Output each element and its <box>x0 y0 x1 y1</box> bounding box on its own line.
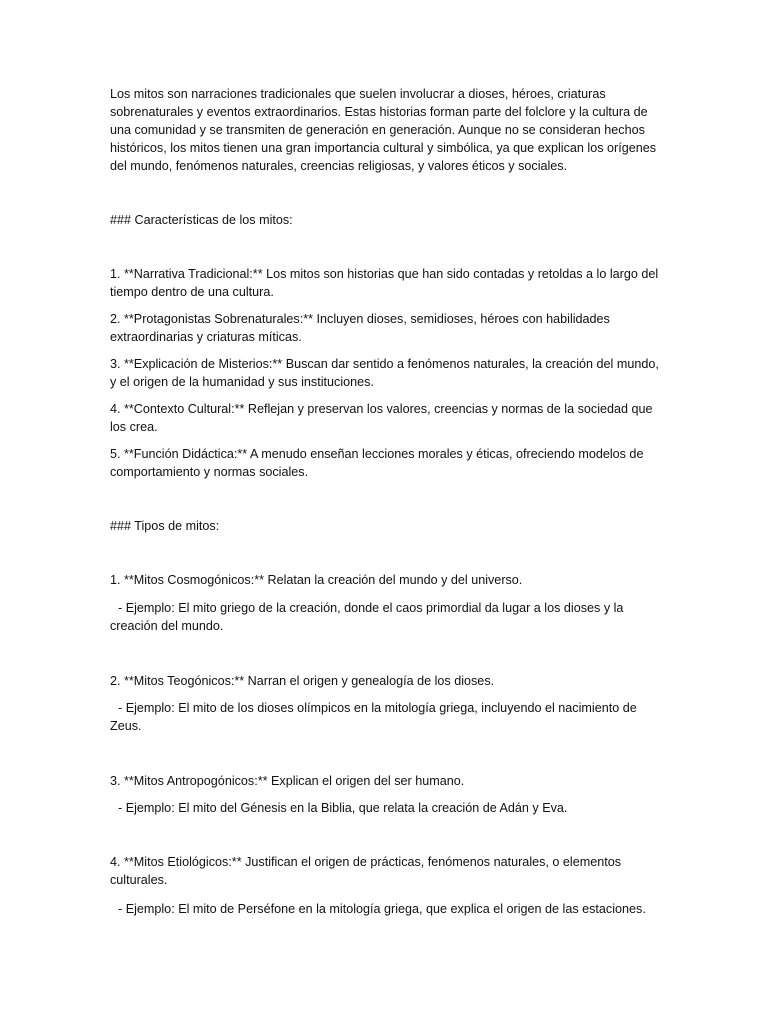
type-example <box>110 599 662 635</box>
type-example <box>110 900 662 918</box>
type-title: 4. **Mitos Etiológicos:** Justifican el origen de prácticas, fenómenos naturales, o elementos culturales. <box>110 855 622 887</box>
intro-paragraph: Los mitos son narraciones tradicionales que suelen involucrar a dioses, héroes, criaturas sobrenaturales y eventos extraordinarios. Estas historias forman parte del folclore y la cultura de una comunidad y se transmiten de generación en generación. Aunque no se consideran hechos históricos, los mitos tienen una gran importancia cultural y simbólica, ya que explican los orígenes del mundo, fenómenos naturales, creencias religiosas, y valores éticos y sociales. <box>110 87 657 173</box>
types-heading: ### Tipos de mitos: <box>110 519 220 533</box>
characteristic-item: 4. **Contexto Cultural:** Reflejan y preservan los valores, creencias y normas de la sociedad que los crea. <box>110 402 653 434</box>
type-title: 1. **Mitos Cosmogónicos:** Relatan la creación del mundo y del universo. <box>110 573 523 587</box>
type-example-text: - Ejemplo: El mito de Perséfone en la mitología griega, que explica el origen de las estaciones. <box>118 902 646 916</box>
characteristic-item: 5. **Función Didáctica:** A menudo enseñan lecciones morales y éticas, ofreciendo modelos de comportamiento y normas sociales. <box>110 447 644 479</box>
type-title: 3. **Mitos Antropogónicos:** Explican el origen del ser humano. <box>110 774 465 788</box>
characteristic-item: 2. **Protagonistas Sobrenaturales:** Incluyen dioses, semidioses, héroes con habilidades extraordinarias y criaturas míticas. <box>110 312 610 344</box>
type-example-text: - Ejemplo: El mito del Génesis en la Biblia, que relata la creación de Adán y Eva. <box>118 801 568 815</box>
type-example-text: - Ejemplo: El mito de los dioses olímpicos en la mitología griega, incluyendo el nacimiento de Zeus. <box>110 701 637 733</box>
type-example <box>110 799 662 817</box>
type-example-text: - Ejemplo: El mito griego de la creación, donde el caos primordial da lugar a los dioses y la creación del mundo. <box>110 601 624 633</box>
characteristic-item: 1. **Narrativa Tradicional:** Los mitos son historias que han sido contadas y retoldas a lo largo del tiempo dentro de una cultura. <box>110 267 659 299</box>
characteristics-heading: ### Características de los mitos: <box>110 213 293 227</box>
characteristic-item: 3. **Explicación de Misterios:** Buscan dar sentido a fenómenos naturales, la creación del mundo, y el origen de la humanidad y sus instituciones. <box>110 357 659 389</box>
type-title: 2. **Mitos Teogónicos:** Narran el origen y genealogía de los dioses. <box>110 674 495 688</box>
type-example <box>110 699 662 735</box>
